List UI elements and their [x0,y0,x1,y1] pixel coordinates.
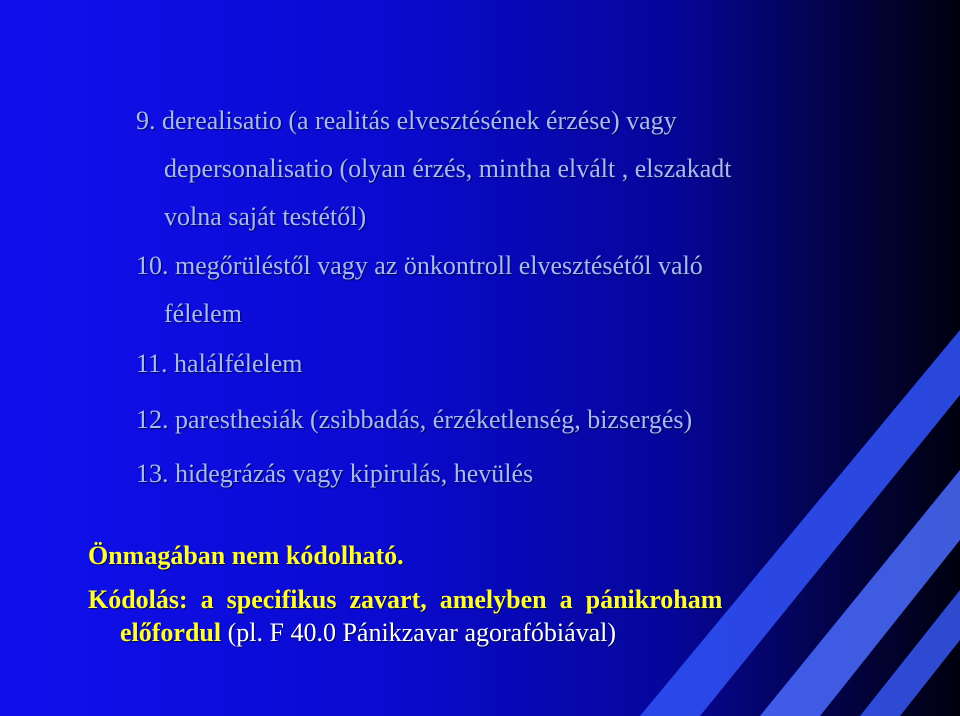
item-9-line3: volna saját testétől) [164,202,367,231]
item-10-line2: félelem [164,299,242,328]
conclusion-line-3-bold: előfordul [120,618,222,647]
conclusion-line-2-text: Kódolás: a specifikus zavart, amelyben a pánikroham [88,585,723,614]
conclusion-line-1: Önmagában nem kódolható. [88,541,404,570]
item-12: 12. paresthesiák (zsibbadás, érzéketlenség, bizsergés) [136,405,693,434]
conclusion-line-3-rest: (pl. F 40.0 Pánikzavar agorafóbiával) [221,618,617,647]
item-9-line1: 9. derealisatio (a realitás elvesztésének érzése) vagy [136,106,677,135]
item-11: 11. halálfélelem [136,349,303,378]
item-13: 13. hidegrázás vagy kipirulás, hevülés [136,459,534,488]
conclusion-line-3 [120,618,616,648]
item-9-line2: depersonalisatio (olyan érzés, mintha elvált , elszakadt [164,154,732,183]
conclusion-line-2 [88,585,722,615]
item-10-line1: 10. megőrüléstől vagy az önkontroll elvesztésétől való [136,251,703,280]
